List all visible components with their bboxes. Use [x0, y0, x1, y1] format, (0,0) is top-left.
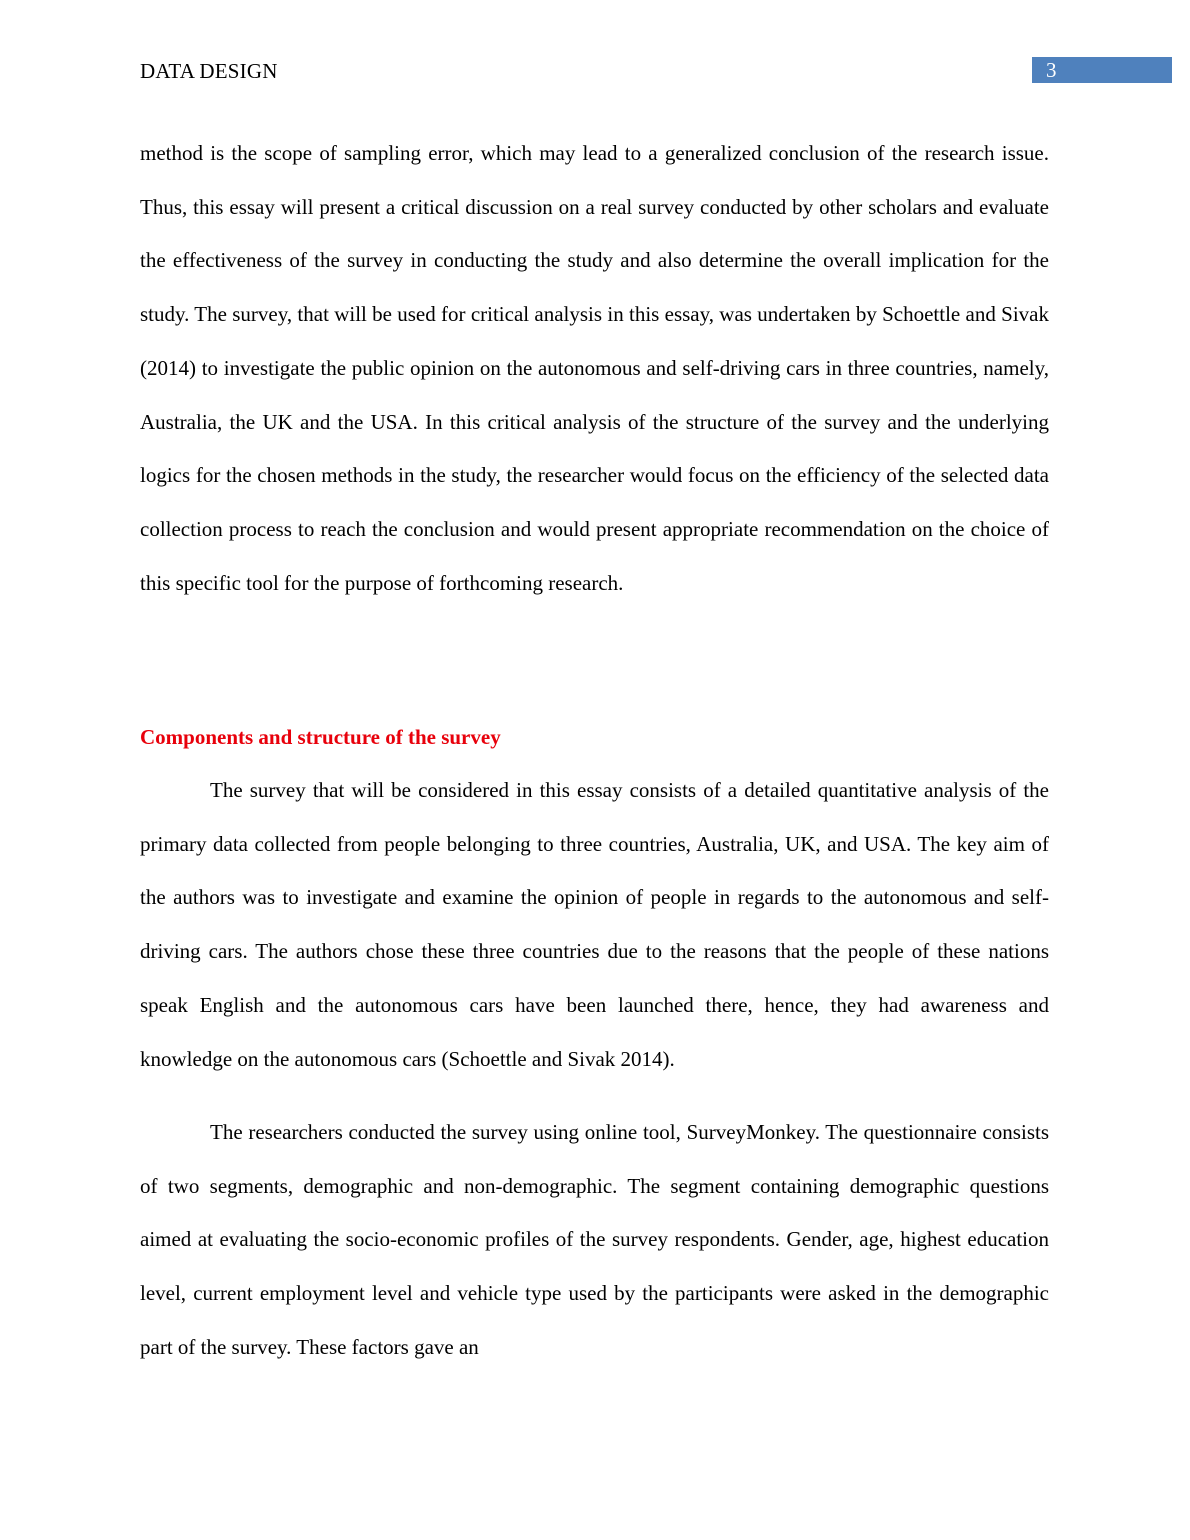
- body-paragraph-survey-components: The survey that will be considered in this essay consists of a detailed quantitative analysis of the primary data collected from people belonging to three countries, Australia, UK, and USA. The key aim of the authors was to investigate and examine the opinion of people in regards to the autonomous and self-driving cars. The authors chose these three countries due to the reasons that the people of these nations speak English and the autonomous cars have been launched there, hence, they had awareness and knowledge on the autonomous cars (Schoettle and Sivak 2014).: [140, 778, 1049, 1071]
- page-number-box: [1032, 57, 1172, 83]
- body-paragraph-continuation: method is the scope of sampling error, which may lead to a generalized conclusion of the research issue. Thus, this essay will present a critical discussion on a real survey conducted by other scholars and evaluate the effectiveness of the survey in conducting the study and also determine the overall implication for the study. The survey, that will be used for critical analysis in this essay, was undertaken by Schoettle and Sivak (2014) to investigate the public opinion on the autonomous and self-driving cars in three countries, namely, Australia, the UK and the USA. In this critical analysis of the structure of the survey and the underlying logics for the chosen methods in the study, the researcher would focus on the efficiency of the selected data collection process to reach the conclusion and would present appropriate recommendation on the choice of this specific tool for the purpose of forthcoming research.: [140, 141, 1049, 595]
- body-paragraph-survey-method: The researchers conducted the survey using online tool, SurveyMonkey. The questionnaire consists of two segments, demographic and non-demographic. The segment containing demographic questions aimed at evaluating the socio-economic profiles of the survey respondents. Gender, age, highest education level, current employment level and vehicle type used by the participants were asked in the demographic part of the survey. These factors gave an: [140, 1120, 1049, 1359]
- section-heading: Components and structure of the survey: [140, 725, 501, 749]
- page-number: 3: [1046, 58, 1057, 82]
- running-head-title: DATA DESIGN: [140, 59, 278, 83]
